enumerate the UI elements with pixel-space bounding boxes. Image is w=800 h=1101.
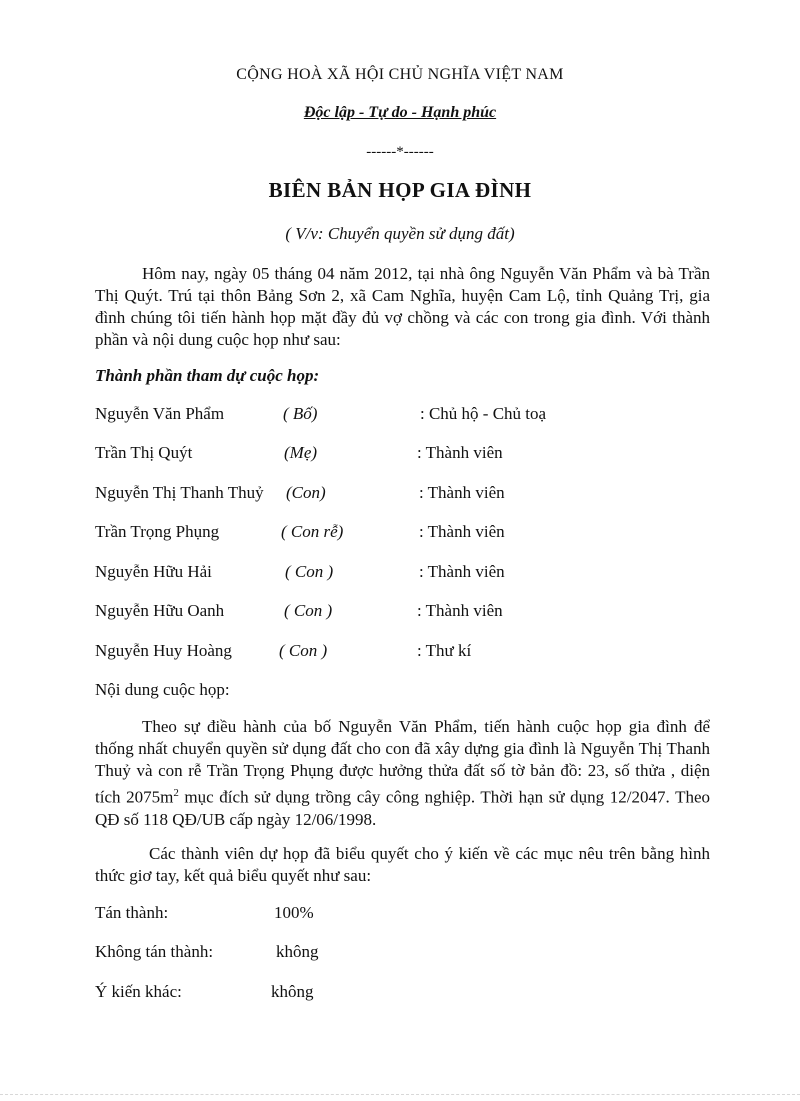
page-bottom-rule (0, 1094, 800, 1095)
vote-value: 100% (274, 903, 314, 922)
header-divider: ------*------ (366, 144, 434, 160)
document-title: BIÊN BẢN HỌP GIA ĐÌNH (268, 178, 532, 202)
participant-name: Nguyễn Văn Phẩm (95, 404, 225, 423)
document-subtitle: ( V/v: Chuyển quyền sử dụng đất) (285, 224, 515, 243)
vote-label: Ý kiến khác: (95, 982, 182, 1001)
content-text-part-1: Theo sự điều hành của bố Nguyễn Văn Phẩm, tiến hành cuộc họp gia đình để thống nhất chuyển quyền sử dụng đất cho con đã xây dựng gia đình là Nguyễn Thị Thanh Thuỷ và con rễ Trần Trọng Phụng được hưởng thửa đất số tờ bản đồ: 23, số thửa , diện tích 2075m (95, 717, 710, 807)
participant-name: Nguyễn Huy Hoàng (95, 641, 232, 660)
participant-name: Trần Trọng Phụng (95, 522, 220, 541)
participant-duty: : Thành viên (417, 601, 503, 620)
participant-relation: (Mẹ) (284, 443, 318, 462)
area-unit-superscript: 2 (173, 787, 179, 799)
content-heading: Nội dung cuộc họp: (95, 680, 230, 699)
participant-name: Nguyễn Hữu Oanh (95, 601, 225, 620)
participant-duty: : Thành viên (417, 443, 503, 462)
participant-duty: : Thành viên (419, 522, 505, 541)
vote-label: Tán thành: (95, 903, 169, 922)
participant-duty: : Thành viên (419, 483, 505, 502)
participant-name: Nguyễn Hữu Hải (95, 562, 212, 581)
participant-relation: ( Con ) (279, 641, 328, 660)
participant-duty: : Thư kí (417, 641, 472, 660)
participant-relation: ( Bố) (283, 404, 318, 423)
vote-value: không (276, 942, 319, 961)
national-motto: Độc lập - Tự do - Hạnh phúc (303, 104, 497, 121)
nation-title: CỘNG HOÀ XÃ HỘI CHỦ NGHĨA VIỆT NAM (236, 66, 564, 83)
participants-heading: Thành phần tham dự cuộc họp: (95, 366, 320, 385)
vote-intro-paragraph (95, 843, 710, 887)
content-text (95, 716, 710, 831)
participant-relation: ( Con rễ) (281, 522, 344, 541)
content-text-part-2: mục đích sử dụng trồng cây công nghiệp. Thời hạn sử dụng 12/2047. Theo QĐ số 118 QĐ/UB cấp ngày 12/06/1998. (95, 787, 710, 829)
content-paragraph (95, 716, 710, 831)
participant-relation: (Con) (286, 483, 326, 502)
participant-relation: ( Con ) (285, 562, 334, 581)
intro-text: Hôm nay, ngày 05 tháng 04 năm 2012, tại nhà ông Nguyễn Văn Phẩm và bà Trần Thị Quýt. Trú tại thôn Bảng Sơn 2, xã Cam Nghĩa, huyện Cam Lộ, tỉnh Quảng Trị, gia đình chúng tôi tiến hành họp mặt đầy đủ vợ chồng và các con trong gia đình. Với thành phần và nội dung cuộc họp như sau: (95, 264, 710, 349)
vote-intro-text: Các thành viên dự họp đã biểu quyết cho ý kiến về các mục nêu trên bằng hình thức giơ tay, kết quả biểu quyết như sau: (95, 844, 710, 885)
vote-value: không (271, 982, 314, 1001)
participant-name: Nguyễn Thị Thanh Thuỷ (95, 483, 264, 502)
participant-duty: : Thành viên (419, 562, 505, 581)
vote-label: Không tán thành: (95, 942, 214, 961)
participant-name: Trần Thị Quýt (95, 443, 193, 462)
participant-relation: ( Con ) (284, 601, 333, 620)
intro-paragraph (95, 263, 710, 351)
participant-duty: : Chủ hộ - Chủ toạ (420, 404, 547, 423)
